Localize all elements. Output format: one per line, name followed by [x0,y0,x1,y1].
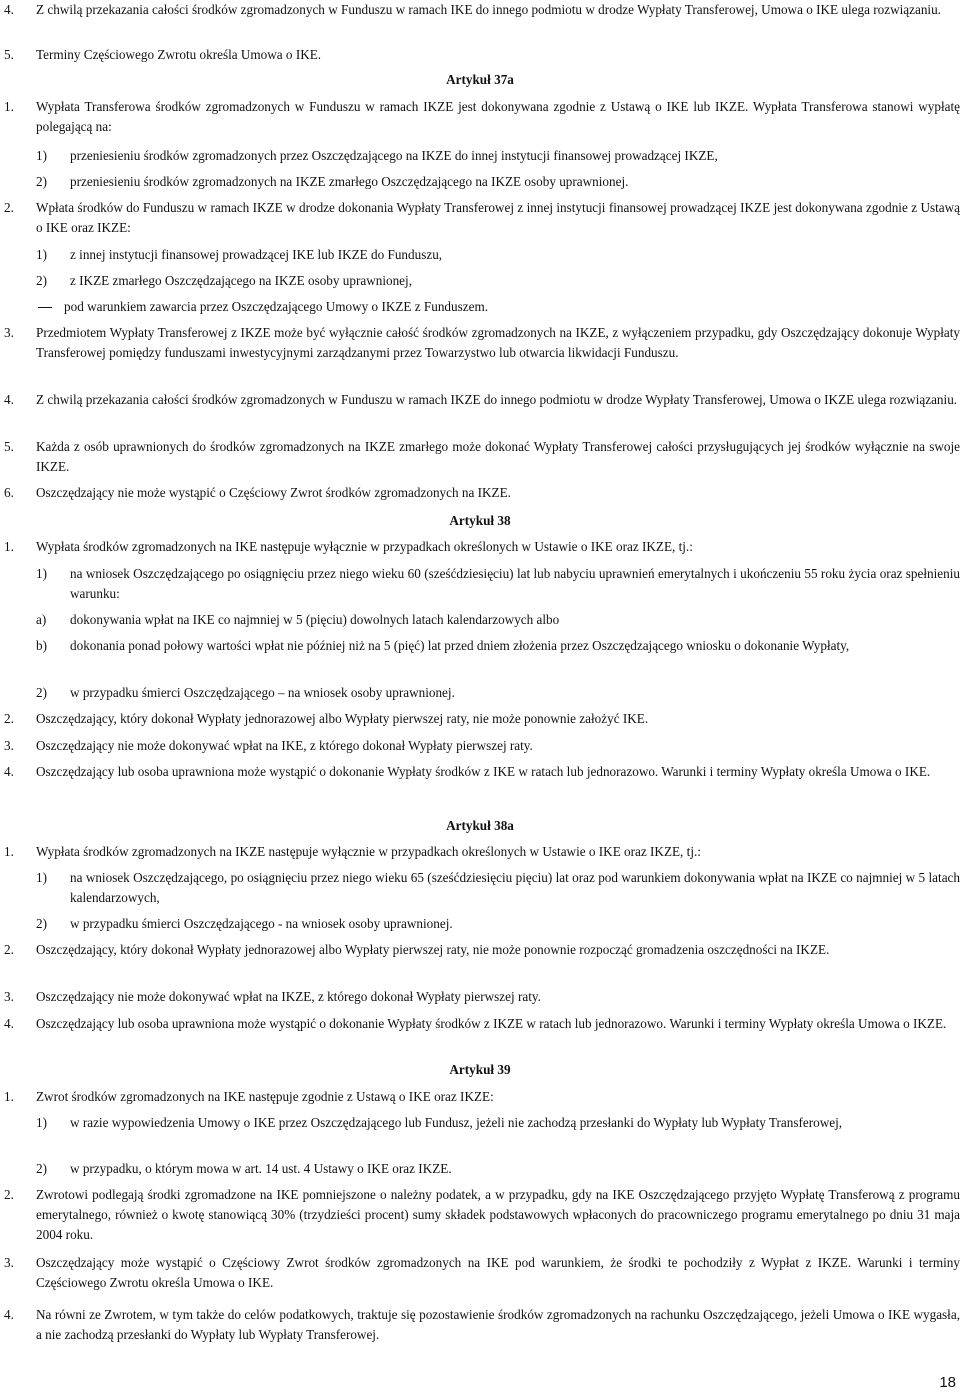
item-number: 3. [4,1255,14,1270]
item-number: 3. [4,989,14,1004]
item-number: 2. [4,200,14,215]
item-text: Wypłata środków zgromadzonych na IKZE następuje wyłącznie w przypadkach określonych w Ustawie o IKE oraz IKZE, tj.: [36,844,701,859]
item-text: Wpłata środków do Funduszu w ramach IKZE w drodze dokonania Wypłaty Transferowej z innej instytucji finansowej prowadzącej IKZE jest dokonywana zgodnie z Ustawą o IKE oraz IKZE: [36,200,960,235]
article-heading: Artykuł 37a [446,72,514,87]
item-text: Przedmiotem Wypłaty Transferowej z IKZE może być wyłącznie całość środków zgromadzonych na IKZE, z wyłączeniem przypadku, gdy Oszczędzający dokonuje Wypłaty Transferowej pomiędzy funduszami inwestycyjnymi zarządzanymi przez Towarzystwo lub otwarcia likwidacji Funduszu. [36,325,960,360]
item-text: Oszczędzający lub osoba uprawniona może wystąpić o dokonanie Wypłaty środków z IKZE w ratach lub jednorazowo. Warunki i terminy Wypłaty określa Umowa o IKZE. [36,1016,947,1031]
item-text: Z chwilą przekazania całości środków zgromadzonych w Funduszu w ramach IKZE do innego podmiotu w drodze Wypłaty Transferowej, Umowa o IKZE ulega rozwiązaniu. [36,392,958,407]
item-number: 1) [36,247,47,262]
item-text: z innej instytucji finansowej prowadzącej IKE lub IKZE do Funduszu, [70,247,443,262]
item-number: 3. [4,738,14,753]
item-text: dokonywania wpłat na IKE co najmniej w 5 (pięciu) dowolnych latach kalendarzowych albo [70,612,560,627]
item-number: 2. [4,1187,14,1202]
item-text: Z chwilą przekazania całości środków zgromadzonych w Funduszu w ramach IKE do innego podmiotu w drodze Wypłaty Transferowej, Umowa o IKE ulega rozwiązaniu. [36,2,941,17]
item-text: Zwrot środków zgromadzonych na IKE następuje zgodnie z Ustawą o IKE oraz IKZE: [36,1089,494,1104]
item-text: Na równi ze Zwrotem, w tym także do celów podatkowych, traktuje się pozostawienie środków zgromadzonych na rachunku Oszczędzającego, jeżeli Umowa o IKE wygasła, a nie zachodzą przesłanki do Wypłaty lub Wypłaty Transferowej. [36,1307,960,1342]
item-text: w przypadku śmierci Oszczędzającego - na wniosek osoby uprawnionej. [70,916,453,931]
item-number: a) [36,612,47,627]
item-number: 2) [36,685,47,700]
item-text: Terminy Częściowego Zwrotu określa Umowa o IKE. [36,47,322,62]
item-number: 4. [4,1016,14,1031]
item-number: 2) [36,916,47,931]
article-heading: Artykuł 38a [446,818,514,833]
item-text: Oszczędzający nie może dokonywać wpłat na IKE, z którego dokonał Wypłaty pierwszej raty. [36,738,533,753]
item-text: Zwrotowi podlegają środki zgromadzone na IKE pomniejszone o należny podatek, a w przypadku, gdy na IKE Oszczędzającego przyjęto Wypłatę Transferową z programu emerytalnego, również o kwotę stanowiącą 30% (trzydzieści procent) sumy składek podstawowych wpłaconych do pracowniczego programu emerytalnego po dniu 31 maja 2004 roku. [36,1187,960,1242]
item-text: Oszczędzający, który dokonał Wypłaty jednorazowej albo Wypłaty pierwszej raty, nie może ponownie założyć IKE. [36,711,649,726]
item-number: 4. [4,392,14,407]
item-text: Oszczędzający, który dokonał Wypłaty jednorazowej albo Wypłaty pierwszej raty, nie może ponownie rozpocząć gromadzenia oszczędności na IKZE. [36,942,830,957]
item-number: 1. [4,844,14,859]
item-number: 1. [4,99,14,114]
item-text: na wniosek Oszczędzającego, po osiągnięciu przez niego wieku 65 (sześćdziesięciu pięciu) lat oraz pod warunkiem dokonywania wpłat na IKZE co najmniej w 5 latach kalendarzowych, [70,870,960,905]
item-number: 2. [4,942,14,957]
item-number: 1) [36,1115,47,1130]
item-number: 5. [4,439,14,454]
page-number: 18 [939,1374,956,1391]
item-text: przeniesieniu środków zgromadzonych na IKZE zmarłego Oszczędzającego na IKZE osoby uprawnionej. [70,174,629,189]
item-number: 1) [36,566,47,581]
item-number: 2) [36,1161,47,1176]
item-number: 4. [4,2,14,17]
item-text: w przypadku śmierci Oszczędzającego – na wniosek osoby uprawnionej. [70,685,455,700]
item-number: 4. [4,1307,14,1322]
item-number: b) [36,638,47,653]
item-text: dokonania ponad połowy wartości wpłat nie później niż na 5 (pięć) lat przed dniem złożenia przez Oszczędzającego wniosku o dokonanie Wypłaty, [70,638,850,653]
dash-marker [38,307,52,308]
item-text: Oszczędzający nie może dokonywać wpłat na IKZE, z którego dokonał Wypłaty pierwszej raty. [36,989,541,1004]
item-number: 1. [4,539,14,554]
item-number: 1) [36,870,47,885]
item-number: 3. [4,325,14,340]
article-heading: Artykuł 39 [449,1062,511,1077]
item-text: Wypłata środków zgromadzonych na IKE następuje wyłącznie w przypadkach określonych w Ustawie o IKE oraz IKZE, tj.: [36,539,693,554]
item-number: 1) [36,148,47,163]
item-text: Każda z osób uprawnionych do środków zgromadzonych na IKZE zmarłego może dokonać Wypłaty Transferowej całości przysługujących jej środków wyłącznie na swoje IKZE. [36,439,960,474]
item-text: Oszczędzający może wystąpić o Częściowy Zwrot środków zgromadzonych na IKE pod warunkiem, że środki te pochodziły z Wypłat z IKZE. Warunki i terminy Częściowego Zwrotu określa Umowa o IKE. [36,1255,960,1290]
item-text: Oszczędzający lub osoba uprawniona może wystąpić o dokonanie Wypłaty środków z IKE w ratach lub jednorazowo. Warunki i terminy Wypłaty określa Umowa o IKE. [36,764,931,779]
item-number: 4. [4,764,14,779]
item-number: 2) [36,174,47,189]
item-number: 2) [36,273,47,288]
item-text: z IKZE zmarłego Oszczędzającego na IKZE osoby uprawnionej, [70,273,412,288]
article-heading: Artykuł 38 [449,513,511,528]
item-text: przeniesieniu środków zgromadzonych przez Oszczędzającego na IKZE do innej instytucji finansowej prowadzącej IKZE, [70,148,718,163]
item-number: 6. [4,485,14,500]
item-text: Oszczędzający nie może wystąpić o Częściowy Zwrot środków zgromadzonych na IKZE. [36,485,511,500]
item-number: 5. [4,47,14,62]
item-number: 1. [4,1089,14,1104]
item-number: 2. [4,711,14,726]
item-text: Wypłata Transferowa środków zgromadzonych w Funduszu w ramach IKZE jest dokonywana zgodnie z Ustawą o IKE lub IKZE. Wypłata Transferowa stanowi wypłatę polegającą na: [36,99,960,134]
item-text: w przypadku, o którym mowa w art. 14 ust. 4 Ustawy o IKE oraz IKZE. [70,1161,452,1176]
item-text: pod warunkiem zawarcia przez Oszczędzającego Umowy o IKZE z Funduszem. [64,299,489,314]
item-text: na wniosek Oszczędzającego po osiągnięciu przez niego wieku 60 (sześćdziesięciu) lat lub nabyciu uprawnień emerytalnych i ukończeniu 55 roku życia oraz spełnieniu warunku: [70,566,960,601]
item-text: w razie wypowiedzenia Umowy o IKE przez Oszczędzającego lub Fundusz, jeżeli nie zachodzą przesłanki do Wypłaty lub Wypłaty Transferowej, [70,1115,843,1130]
